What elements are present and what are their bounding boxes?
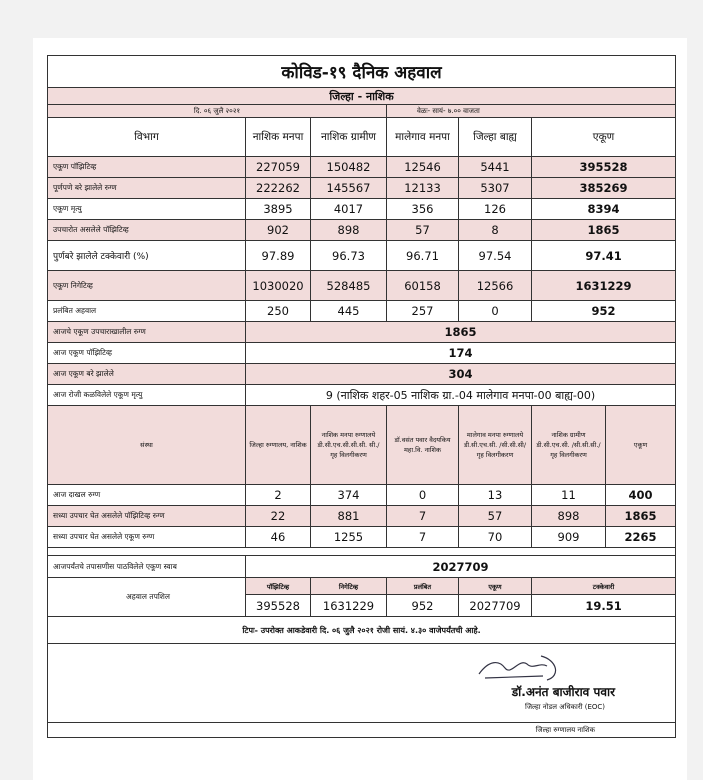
header-malegaon-mnc: मालेगाव मनपा [387, 118, 459, 157]
row-label: आज दाखल रुग्ण [48, 485, 246, 506]
report-note: टिपः- उपरोक्त आकडेवारी दि. ०६ जुलै २०२१ रोजी सायं. ४.३० वाजेपर्यंतची आहे. [48, 617, 676, 644]
cell-value: 528485 [311, 271, 387, 301]
district-heading: जिल्हा - नाशिक [48, 88, 676, 105]
report-value: 2027709 [459, 595, 532, 617]
cell-value: 2 [246, 485, 311, 506]
cell-value: 96.71 [387, 241, 459, 271]
row-label: एकूण पॉझिटिव्ह [48, 157, 246, 178]
header-outside-district: जिल्हा बाह्य [459, 118, 532, 157]
cell-total: 97.41 [532, 241, 676, 271]
report-header-row [48, 578, 676, 595]
cell-value: 5307 [459, 178, 532, 199]
row-label: पूर्णपणे बरे झालेले रुग्ण [48, 178, 246, 199]
today-row [48, 343, 676, 364]
cell-value: 1255 [311, 527, 387, 548]
row-label: पुर्णबरे झालेले टक्केवारी (%) [48, 241, 246, 271]
report-time: वेळः- सायं- ७.०० वाजता [387, 105, 676, 118]
cell-value: 145567 [311, 178, 387, 199]
cell-value: 97.54 [459, 241, 532, 271]
row-label: प्रलंबित अहवाल [48, 301, 246, 322]
table-row [48, 178, 676, 199]
report-value: 952 [387, 595, 459, 617]
swab-label: आजपर्यंतचे तपासणीस पाठविलेले एकूण स्वाब [48, 556, 246, 578]
cell-value: 0 [459, 301, 532, 322]
cell-total: 395528 [532, 157, 676, 178]
report-value: 1631229 [311, 595, 387, 617]
swab-row [48, 556, 676, 578]
cell-value: 60158 [387, 271, 459, 301]
today-row [48, 385, 676, 406]
cell-value: 881 [311, 506, 387, 527]
row-label: सध्या उपचार घेत असलेले पॉझिटिव्ह रुग्ण [48, 506, 246, 527]
row-label: उपचारोत असलेले पॉझिटिव्ह [48, 220, 246, 241]
cell-value: 257 [387, 301, 459, 322]
cell-value: 22 [246, 506, 311, 527]
cell-value: 8 [459, 220, 532, 241]
today-value: 9 (नाशिक शहर-05 नाशिक ग्रा.-04 मालेगाव मनपा-00 बाह्य-00) [246, 385, 676, 406]
signatory-name: डॉ.अनंत बाजीराव पवार [511, 684, 616, 699]
report-header: एकूण [459, 578, 532, 595]
header-nashik-rural: नाशिक ग्रामीण [311, 118, 387, 157]
cell-total: 2265 [606, 527, 676, 548]
today-value: 1865 [246, 322, 676, 343]
cell-value: 11 [532, 485, 606, 506]
report-header: पॉझिटिव्ह [246, 578, 311, 595]
header-nashik-mnc: नाशिक मनपा [246, 118, 311, 157]
cell-value: 7 [387, 527, 459, 548]
institution-header: एकूण [606, 406, 676, 485]
row-label: एकूण मृत्यु [48, 199, 246, 220]
institution-row [48, 527, 676, 548]
report-date: दि. ०६ जुलै २०२१ [48, 105, 387, 118]
report-value: 395528 [246, 595, 311, 617]
institution-row [48, 485, 676, 506]
cell-total: 1865 [606, 506, 676, 527]
cell-value: 445 [311, 301, 387, 322]
table-row [48, 220, 676, 241]
cell-value: 57 [387, 220, 459, 241]
cell-value: 1030020 [246, 271, 311, 301]
report-header: टक्केवारी [532, 578, 676, 595]
cell-value: 356 [387, 199, 459, 220]
table-row [48, 199, 676, 220]
cell-value: 12133 [387, 178, 459, 199]
today-value: 304 [246, 364, 676, 385]
today-row [48, 322, 676, 343]
spacer [48, 548, 676, 556]
institution-header: जिल्हा रुग्णालय, नाशिक [246, 406, 311, 485]
signatory-designation: जिल्हा नोडल अधिकारी (EOC) [525, 702, 606, 711]
report-header: प्रलंबित [387, 578, 459, 595]
today-label: आजचे एकूण उपचाराखालील रुग्ण [48, 322, 246, 343]
report-header: निगेटिव्ह [311, 578, 387, 595]
cell-value: 898 [311, 220, 387, 241]
cell-value: 97.89 [246, 241, 311, 271]
cell-value: 12546 [387, 157, 459, 178]
today-row [48, 364, 676, 385]
cell-value: 3895 [246, 199, 311, 220]
table-row [48, 301, 676, 322]
report-label: अहवाल तपशिल [48, 578, 246, 617]
signature-block [48, 644, 676, 723]
table-row [48, 157, 676, 178]
cell-value: 909 [532, 527, 606, 548]
institution-row [48, 506, 676, 527]
cell-total: 400 [606, 485, 676, 506]
today-label: आज एकूण पॉझिटिव्ह [48, 343, 246, 364]
cell-value: 57 [459, 506, 532, 527]
today-label: आज एकूण बरे झालेले [48, 364, 246, 385]
cell-value: 150482 [311, 157, 387, 178]
row-label: एकूण निगेटिव्ह [48, 271, 246, 301]
cell-value: 227059 [246, 157, 311, 178]
report-title: कोविड-१९ दैनिक अहवाल [48, 56, 676, 88]
table-row [48, 241, 676, 271]
cell-value: 222262 [246, 178, 311, 199]
institution-header: मालेगाव मनपा रुग्णालये डी.सी.एच.सी. /सी.सी.सी/ गृह विलगीकरण [459, 406, 532, 485]
institution-label: संस्था [48, 406, 246, 485]
cell-total: 1865 [532, 220, 676, 241]
cell-value: 12566 [459, 271, 532, 301]
header-division: विभाग [48, 118, 246, 157]
cell-total: 952 [532, 301, 676, 322]
cell-value: 4017 [311, 199, 387, 220]
header-total: एकूण [532, 118, 676, 157]
institution-header: डॉ.वसंत पवार वैदयकिय महा.वि. नाशिक [387, 406, 459, 485]
covid-report-table [47, 55, 676, 738]
swab-value: 2027709 [246, 556, 676, 578]
row-label: सध्या उपचार घेत असलेले एकूण रुग्ण [48, 527, 246, 548]
cell-total: 1631229 [532, 271, 676, 301]
cell-value: 0 [387, 485, 459, 506]
cell-value: 902 [246, 220, 311, 241]
cell-value: 898 [532, 506, 606, 527]
cell-total: 385269 [532, 178, 676, 199]
cell-value: 46 [246, 527, 311, 548]
cell-value: 7 [387, 506, 459, 527]
institution-header: नाशिक ग्रामीण डी.सी.एच.सी. /सी.सी.सी./ गृह विलगीकरण [532, 406, 606, 485]
institution-header-row [48, 406, 676, 485]
cell-value: 250 [246, 301, 311, 322]
cell-value: 5441 [459, 157, 532, 178]
signature-scribble [475, 650, 565, 684]
cell-value: 96.73 [311, 241, 387, 271]
today-value: 174 [246, 343, 676, 364]
today-label: आज रोजी कळविलेले एकूण मृत्यु [48, 385, 246, 406]
report-value: 19.51 [532, 595, 676, 617]
cell-value: 70 [459, 527, 532, 548]
table-row [48, 271, 676, 301]
institution-header: नाशिक मनपा रुग्णालये डी.सी.एच.सी.सी.सी. सी./ गृह विलगीकरण [311, 406, 387, 485]
cell-value: 13 [459, 485, 532, 506]
cell-value: 374 [311, 485, 387, 506]
report-sheet [33, 38, 687, 780]
cell-value: 126 [459, 199, 532, 220]
cell-total: 8394 [532, 199, 676, 220]
signatory-office: जिल्हा रुग्णालय नाशिक [48, 723, 676, 738]
